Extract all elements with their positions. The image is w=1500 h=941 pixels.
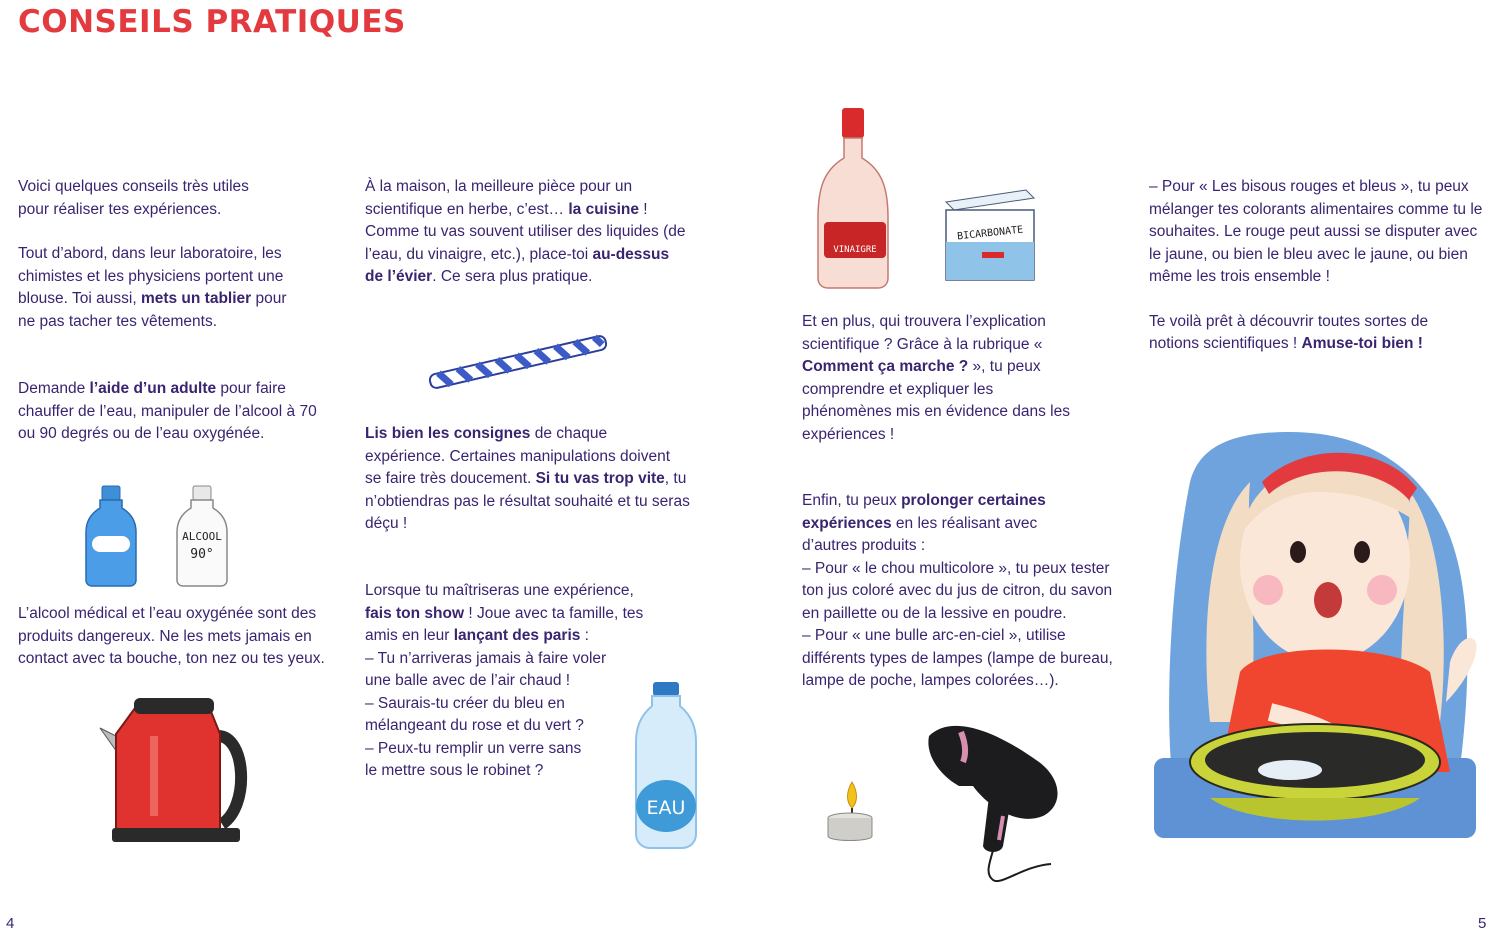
hair-dryer-icon	[925, 716, 1065, 884]
column-1	[18, 176, 338, 446]
adulte-paragraph: Demande l’aide d’un adulte pour faire chauffer de l’eau, manipuler de l’alcool à 70 ou 90 degrés ou de l’eau oxygénée.	[18, 380, 317, 442]
bisous-paragraph: – Pour « Les bisous rouges et bleus », tu peux mélanger tes colorants alimentaires comme tu le souhaites. Le rouge peut aussi se disputer avec le jaune, ou bien le bleu avec le jaune, ou bien même les trois ensemble !	[1149, 178, 1483, 285]
consignes-paragraph: Lis bien les consignes de chaque expérience. Certaines manipulations doivent se faire très doucement. Si tu vas trop vite, tu n’obtiendras pas le résultat souhaité et tu seras déçu !	[365, 425, 690, 532]
bicarbonate-box-icon	[938, 180, 1038, 284]
left-page-number: 4	[6, 915, 15, 932]
vinegar-bottle-icon	[818, 106, 892, 290]
show-paragraph: Lorsque tu maîtriseras une expérience, fais ton show ! Joue avec ta famille, tes amis en leur lançant des paris : – Tu n’arriveras jamais à faire voler une balle avec de l’air chaud ! – Saurais-tu créer du bleu en mélangeant du rose et du vert ? – Peux-tu remplir un verre sans le mettre sous le robinet ?	[365, 580, 655, 783]
paris-item-1: – Tu n’arriveras jamais à faire voler une balle avec de l’air chaud !	[365, 649, 607, 689]
page-title: CONSEILS PRATIQUES	[18, 4, 406, 40]
vinegar-label: VINAIGRE	[833, 245, 877, 255]
alcohol-bottle-icon	[176, 484, 232, 588]
bulle-item: – Pour « une bulle arc-en-ciel », utilise différents types de lampes (lampe de bureau, lampe de poche, lampes colorées…).	[802, 627, 1113, 689]
candle-icon	[824, 780, 876, 844]
girl-illustration	[1150, 412, 1480, 840]
water-bottle-icon	[86, 484, 138, 588]
chou-item: – Pour « le chou multicolore », tu peux tester ton jus coloré avec du jus de citron, du savon en paillette ou de la lessive en poudre.	[802, 559, 1113, 622]
right-page-number: 5	[1478, 915, 1487, 932]
prolonger-paragraph: Enfin, tu peux prolonger certaines expériences en les réalisant avec d’autres produits : – Pour « le chou multicolore », tu peux tester ton jus coloré avec du jus de citron, du savon en paillette ou de la lessive en poudre. – Pour « une bulle arc-en-ciel », utilise différents types de lampes (lampe de bureau, lampe de poche, lampes colorées…).	[802, 490, 1127, 693]
conclusion-paragraph: Te voilà prêt à découvrir toutes sortes de notions scientifiques ! Amuse-toi bien !	[1149, 312, 1429, 352]
alcohol-label: ALCOOL	[182, 530, 222, 543]
column-2-top	[365, 176, 690, 289]
bicarbonate-label: BICARBONATE	[956, 224, 1024, 243]
eau-bottle-icon	[632, 680, 700, 850]
cuisine-paragraph: À la maison, la meilleure pièce pour un scientifique en herbe, c’est… la cuisine ! Comme tu vas souvent utiliser des liquides (de l’eau, du vinaigre, etc.), place-toi au-dessus de l’évier. Ce sera plus pratique.	[365, 178, 686, 285]
column-4	[1149, 176, 1484, 356]
eau-label: EAU	[646, 797, 686, 819]
explication-paragraph: Et en plus, qui trouvera l’explication scientifique ? Grâce à la rubrique « Comment ça marche ? », tu peux comprendre et expliquer les phénomènes mis en évidence dans les expériences !	[802, 313, 1070, 443]
tablier-paragraph: Tout d’abord, dans leur laboratoire, les chimistes et les physiciens portent une blouse. Toi aussi, mets un tablier pour ne pas tacher tes vêtements.	[18, 245, 287, 330]
paris-item-3: – Peux-tu remplir un verre sans le mettre sous le robinet ?	[365, 739, 582, 779]
paris-item-2: – Saurais-tu créer du bleu en mélangeant du rose et du vert ?	[365, 694, 584, 734]
kettle-icon	[98, 696, 254, 846]
alcohol-degree: 90°	[190, 547, 214, 562]
intro-paragraph: Voici quelques conseils très utiles pour réaliser tes expériences.	[18, 178, 249, 218]
straw-icon	[424, 336, 612, 388]
danger-paragraph: L’alcool médical et l’eau oxygénée sont des produits dangereux. Ne les mets jamais en contact avec ta bouche, ton nez ou tes yeux.	[18, 605, 325, 667]
